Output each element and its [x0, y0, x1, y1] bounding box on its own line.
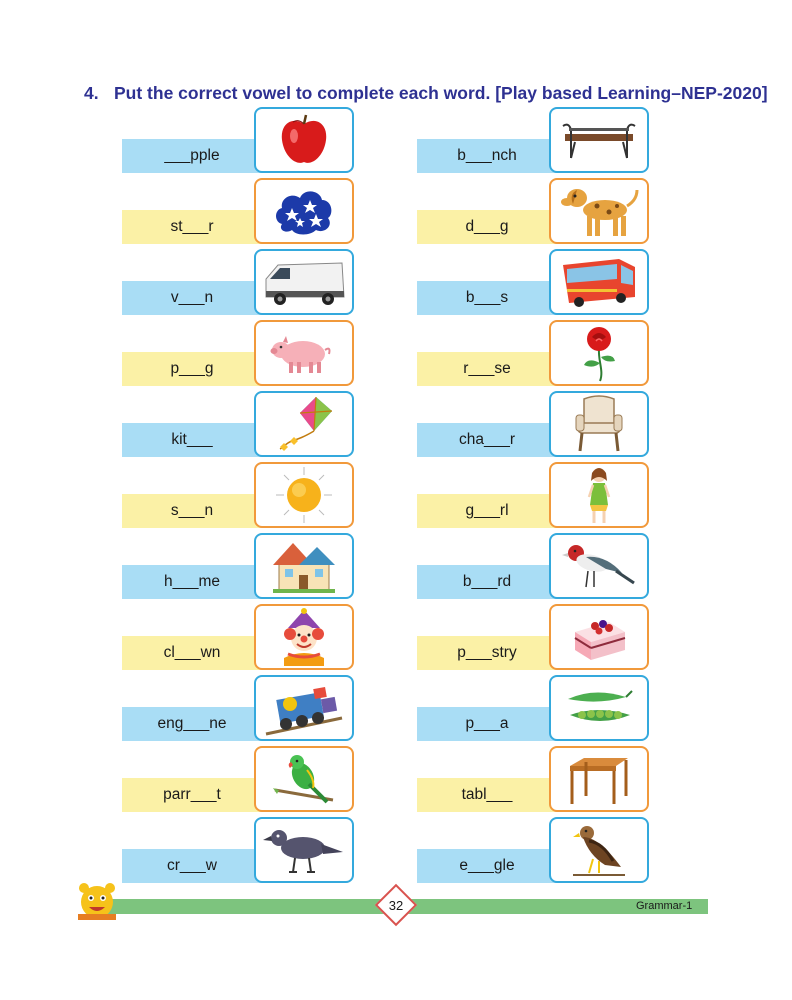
word-blank[interactable]: r___se — [417, 352, 557, 386]
word-blank[interactable]: e___gle — [417, 849, 557, 883]
word-row — [417, 604, 649, 670]
word-row — [417, 249, 649, 315]
word-blank[interactable]: v___n — [122, 281, 262, 315]
word-blank[interactable]: s___n — [122, 494, 262, 528]
word-blank[interactable]: eng___ne — [122, 707, 262, 741]
girl-icon — [549, 462, 649, 528]
exercise-heading — [84, 83, 768, 104]
mascot-icon — [74, 880, 120, 925]
word-row — [122, 178, 354, 244]
word-blank[interactable]: tabl___ — [417, 778, 557, 812]
word-blank[interactable]: p___g — [122, 352, 262, 386]
word-blank[interactable]: cr___w — [122, 849, 262, 883]
word-row — [122, 604, 354, 670]
word-row — [417, 107, 649, 173]
page-number: 32 — [388, 898, 404, 913]
exercise-instruction: Put the correct vowel to complete each word. [Play based Learning–NEP-2020] — [114, 83, 768, 103]
word-row — [122, 320, 354, 386]
pig-icon — [254, 320, 354, 386]
word-row — [122, 249, 354, 315]
eagle-icon — [549, 817, 649, 883]
word-row — [417, 178, 649, 244]
word-row — [122, 462, 354, 528]
van-icon — [254, 249, 354, 315]
bench-icon — [549, 107, 649, 173]
word-row — [122, 817, 354, 883]
word-row — [417, 391, 649, 457]
word-row — [417, 746, 649, 812]
word-row — [122, 533, 354, 599]
star-cloud-icon — [254, 178, 354, 244]
table-icon — [549, 746, 649, 812]
word-blank[interactable]: ___pple — [122, 139, 262, 173]
engine-icon — [254, 675, 354, 741]
word-blank[interactable]: g___rl — [417, 494, 557, 528]
word-blank[interactable]: p___stry — [417, 636, 557, 670]
word-blank[interactable]: p___a — [417, 707, 557, 741]
rose-icon — [549, 320, 649, 386]
word-blank[interactable]: st___r — [122, 210, 262, 244]
bus-icon — [549, 249, 649, 315]
word-row — [417, 320, 649, 386]
word-row — [417, 462, 649, 528]
home-icon — [254, 533, 354, 599]
word-blank[interactable]: b___nch — [417, 139, 557, 173]
book-label: Grammar-1 — [636, 900, 693, 912]
exercise-number: 4. — [84, 83, 99, 103]
dog-icon — [549, 178, 649, 244]
word-blank[interactable]: h___me — [122, 565, 262, 599]
pastry-icon — [549, 604, 649, 670]
word-blank[interactable]: kit___ — [122, 423, 262, 457]
chair-icon — [549, 391, 649, 457]
word-row — [417, 817, 649, 883]
crow-icon — [254, 817, 354, 883]
word-row — [122, 391, 354, 457]
word-row — [122, 746, 354, 812]
word-blank[interactable]: b___rd — [417, 565, 557, 599]
parrot-icon — [254, 746, 354, 812]
bird-icon — [549, 533, 649, 599]
word-blank[interactable]: b___s — [417, 281, 557, 315]
word-row — [417, 533, 649, 599]
word-row — [122, 107, 354, 173]
word-blank[interactable]: cha___r — [417, 423, 557, 457]
word-blank[interactable]: d___g — [417, 210, 557, 244]
pea-icon — [549, 675, 649, 741]
sun-icon — [254, 462, 354, 528]
clown-icon — [254, 604, 354, 670]
apple-icon — [254, 107, 354, 173]
word-blank[interactable]: cl___wn — [122, 636, 262, 670]
word-row — [122, 675, 354, 741]
kite-icon — [254, 391, 354, 457]
word-row — [417, 675, 649, 741]
word-blank[interactable]: parr___t — [122, 778, 262, 812]
